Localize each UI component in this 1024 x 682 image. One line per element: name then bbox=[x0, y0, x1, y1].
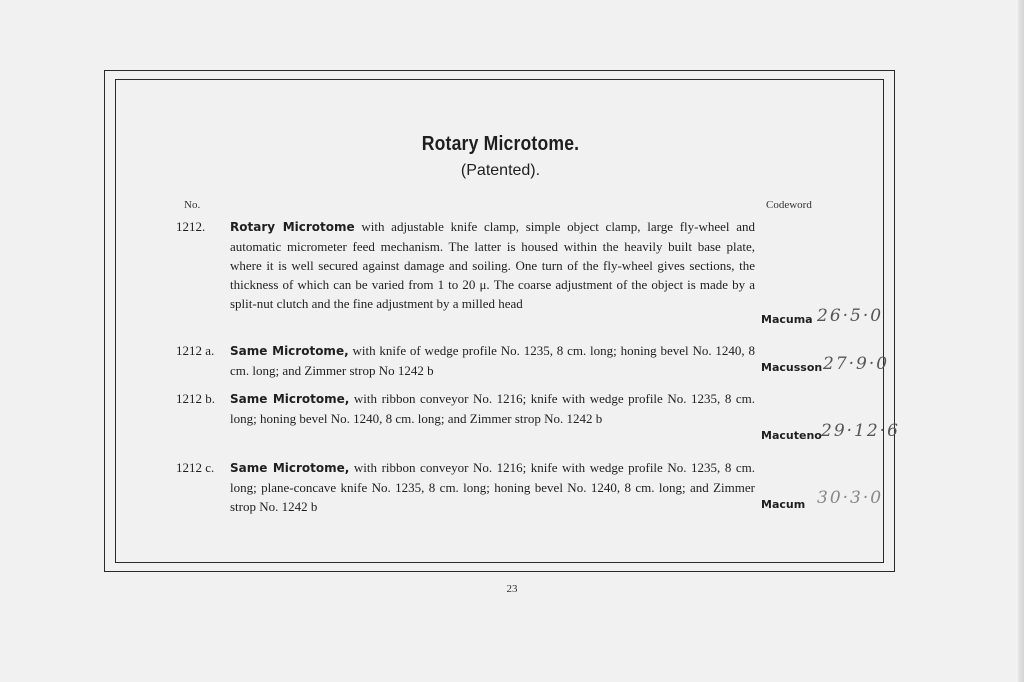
entry-text: with adjustable knife clamp, simple object clamp, large fly-wheel and automatic micrometer feed mechanism. The latter is housed within the heavily built base plate, where it is well secured against damage and soiling. One turn of the fly-wheel gives sections, the thickness of which can be varied from 1 to 20 μ. The coarse adjustment of the object is made by a split-nut clutch and the fine adjustment by a milled head bbox=[230, 219, 755, 311]
page-edge-shadow bbox=[1018, 0, 1024, 682]
handwritten-price: 30·3·0 bbox=[817, 488, 884, 508]
entry-name: Same Microtome, bbox=[230, 344, 349, 358]
entry-description bbox=[230, 217, 755, 313]
entry-name: Same Microtome, bbox=[230, 392, 350, 406]
entry-text: with knife of wedge profile No. 1235, 8 cm. long; honing bevel No. 1240, 8 cm. long; and Zimmer strop No 1242 b bbox=[230, 343, 755, 378]
entry-number: 1212 b. bbox=[176, 391, 215, 406]
entry-number: 1212. bbox=[176, 219, 206, 234]
entry-text: with ribbon conveyor No. 1216; knife with wedge profile No. 1235, 8 cm. long; plane-concave knife No. 1235, 8 cm. long; honing bevel No. 1240, 8 cm. long; and Zimmer strop No. 1242 b bbox=[230, 460, 755, 514]
entry-number: 1212 c. bbox=[176, 460, 215, 475]
page-subtitle: (Patented). bbox=[460, 162, 541, 179]
handwritten-price: 26·5·0 bbox=[817, 306, 884, 326]
entry-codeword: Macuteno bbox=[761, 429, 822, 442]
page-number: 23 bbox=[506, 583, 518, 595]
entry-description bbox=[230, 341, 755, 380]
entry-description bbox=[230, 389, 755, 428]
entry-number: 1212 a. bbox=[176, 343, 215, 358]
handwritten-price: 29·12·6 bbox=[821, 421, 900, 441]
entry-codeword: Macusson bbox=[761, 361, 823, 374]
handwritten-price: 27·9·0 bbox=[823, 354, 890, 374]
entry-codeword: Macum bbox=[761, 498, 806, 511]
entry-description bbox=[230, 458, 755, 516]
page-title: Rotary Microtome. bbox=[421, 133, 580, 155]
entry-text: with ribbon conveyor No. 1216; knife with wedge profile No. 1235, 8 cm. long; honing bevel No. 1240, 8 cm. long; and Zimmer strop No. 1242 b bbox=[230, 391, 755, 426]
entry-codeword: Macuma bbox=[761, 313, 813, 326]
entry-name: Same Microtome, bbox=[230, 461, 350, 475]
column-header-no: No. bbox=[184, 199, 201, 211]
column-header-codeword: Codeword bbox=[766, 199, 812, 211]
catalog-frame bbox=[104, 70, 900, 572]
entry-name: Rotary Microtome bbox=[230, 220, 355, 234]
